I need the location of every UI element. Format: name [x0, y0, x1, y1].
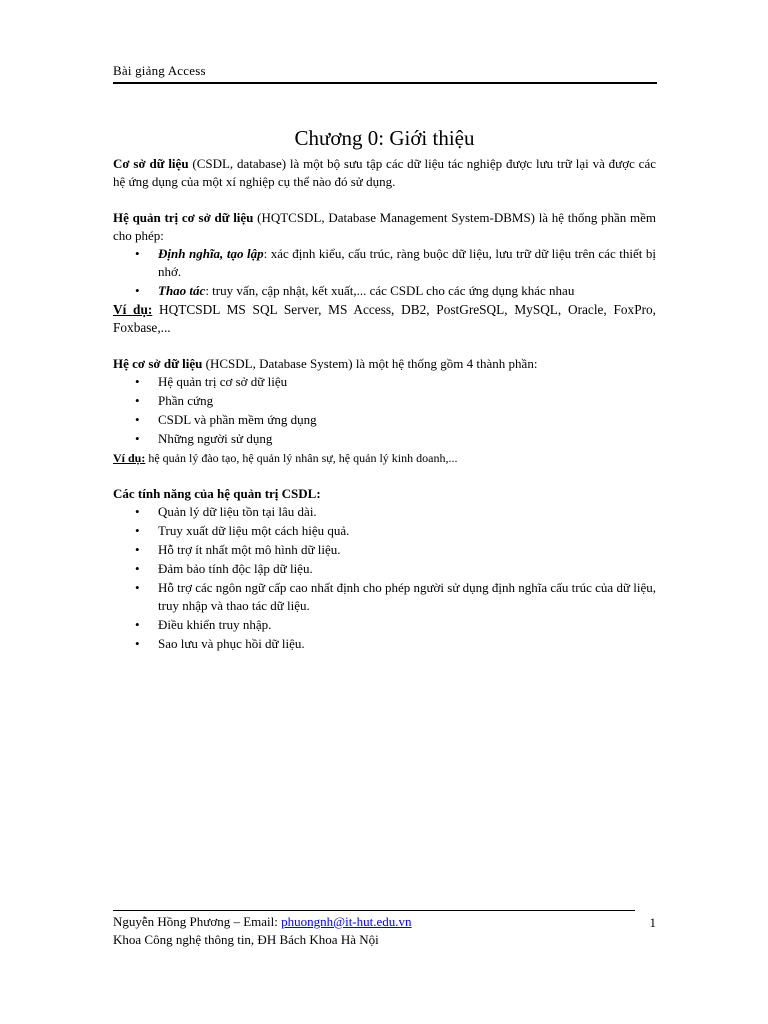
- list-item-text: Quản lý dữ liệu tồn tại lâu dài.: [158, 504, 317, 519]
- features-heading: [113, 485, 656, 503]
- dbs-paragraph: [113, 355, 656, 373]
- dbms-text: (HQTCSDL, Database Management System-DBMS) là hệ thống phần mềm cho phép:: [113, 210, 656, 243]
- header-divider: [113, 82, 657, 84]
- example-label: Ví dụ:: [113, 451, 146, 465]
- footer-faculty: Khoa Công nghệ thông tin, ĐH Bách Khoa Hà Nội: [113, 932, 379, 947]
- list-item: [113, 541, 656, 559]
- dbms-term: Hệ quản trị cơ sở dữ liệu: [113, 210, 254, 225]
- bullet-icon: •: [135, 580, 140, 595]
- list-item-text: Phần cứng: [158, 393, 214, 408]
- list-item: [113, 373, 656, 391]
- dbs-text: (HCSDL, Database System) là một hệ thống gồm 4 thành phần:: [202, 356, 538, 371]
- bullet-icon: •: [135, 561, 140, 576]
- list-item: [113, 503, 656, 521]
- list-item: [113, 522, 656, 540]
- list-item: [113, 245, 656, 281]
- intro-paragraph: [113, 155, 656, 191]
- bullet-icon: •: [135, 617, 140, 632]
- dbms-list: [113, 245, 656, 300]
- header-title: Bài giảng Access: [113, 63, 206, 78]
- list-item: [113, 579, 656, 615]
- footer-divider: [113, 910, 635, 911]
- bullet-icon: •: [135, 523, 140, 538]
- bullet-icon: •: [135, 246, 140, 261]
- spacer: [113, 467, 656, 485]
- dbs-example: [113, 449, 656, 467]
- list-item-text: : xác định kiểu, cấu trúc, ràng buộc dữ liệu, lưu trữ dữ liệu trên các thiết bị nhớ.: [158, 246, 656, 279]
- list-item-text: : truy vấn, cập nhật, kết xuất,... các CSDL cho các ứng dụng khác nhau: [205, 283, 575, 298]
- list-item: [113, 616, 656, 634]
- page-number: 1: [649, 915, 656, 930]
- list-item: [113, 430, 656, 448]
- dbms-example: [113, 301, 656, 337]
- list-item-text: Hệ quản trị cơ sở dữ liệu: [158, 374, 288, 389]
- list-item: [113, 282, 656, 300]
- example-text: HQTCSDL MS SQL Server, MS Access, DB2, PostGreSQL, MySQL, Oracle, FoxPro, Foxbase,...: [113, 302, 656, 335]
- features-list: [113, 503, 656, 653]
- spacer: [113, 191, 656, 209]
- list-item: [113, 411, 656, 429]
- bullet-icon: •: [135, 542, 140, 557]
- footer-author: Nguyễn Hồng Phương – Email:: [113, 914, 282, 929]
- bullet-icon: •: [135, 283, 140, 298]
- dbs-term: Hệ cơ sở dữ liệu: [113, 356, 203, 371]
- chapter-title: Chương 0: Giới thiệu: [294, 126, 475, 150]
- intro-term: Cơ sở dữ liệu: [113, 156, 189, 171]
- intro-text: (CSDL, database) là một bộ sưu tập các dữ liệu tác nghiệp được lưu trữ lại và được các hệ ứng dụng của một xí nghiệp cụ thể nào đó sử dụng.: [113, 156, 656, 189]
- page-content: [113, 124, 656, 654]
- page-header: [113, 63, 657, 84]
- list-item-text: Đảm bảo tính độc lập dữ liệu.: [158, 561, 313, 576]
- list-item-text: Truy xuất dữ liệu một cách hiệu quả.: [158, 523, 350, 538]
- list-item: [113, 560, 656, 578]
- list-item-text: Những người sử dụng: [158, 431, 273, 446]
- list-item-text: Hỗ trợ ít nhất một mô hình dữ liệu.: [158, 542, 341, 557]
- email-link[interactable]: phuongnh@it-hut.edu.vn: [281, 914, 412, 929]
- dbms-paragraph: [113, 209, 656, 245]
- list-item-text: Sao lưu và phục hồi dữ liệu.: [158, 636, 305, 651]
- example-label: Ví dụ:: [113, 302, 153, 317]
- example-text: hệ quản lý đào tạo, hệ quản lý nhân sự, hệ quản lý kinh doanh,...: [145, 451, 458, 465]
- bullet-icon: •: [135, 636, 140, 651]
- bullet-icon: •: [135, 393, 140, 408]
- spacer: [113, 337, 656, 355]
- dbs-list: [113, 373, 656, 448]
- list-item: [113, 635, 656, 653]
- list-item-text: CSDL và phần mềm ứng dụng: [158, 412, 317, 427]
- bullet-icon: •: [135, 504, 140, 519]
- bullet-icon: •: [135, 374, 140, 389]
- bullet-icon: •: [135, 412, 140, 427]
- list-item-term: Thao tác: [158, 283, 206, 298]
- page-footer: [113, 910, 658, 949]
- list-item-text: Điều khiển truy nhập.: [158, 617, 272, 632]
- list-item: [113, 392, 656, 410]
- bullet-icon: •: [135, 431, 140, 446]
- features-heading-text: Các tính năng của hệ quản trị CSDL:: [113, 486, 321, 501]
- list-item-term: Định nghĩa, tạo lập: [158, 246, 264, 261]
- list-item-text: Hỗ trợ các ngôn ngữ cấp cao nhất định cho phép người sử dụng định nghĩa cấu trúc của dữ liệu, truy nhập và thao tác dữ liệu.: [158, 580, 656, 613]
- footer-author-line: [113, 913, 658, 931]
